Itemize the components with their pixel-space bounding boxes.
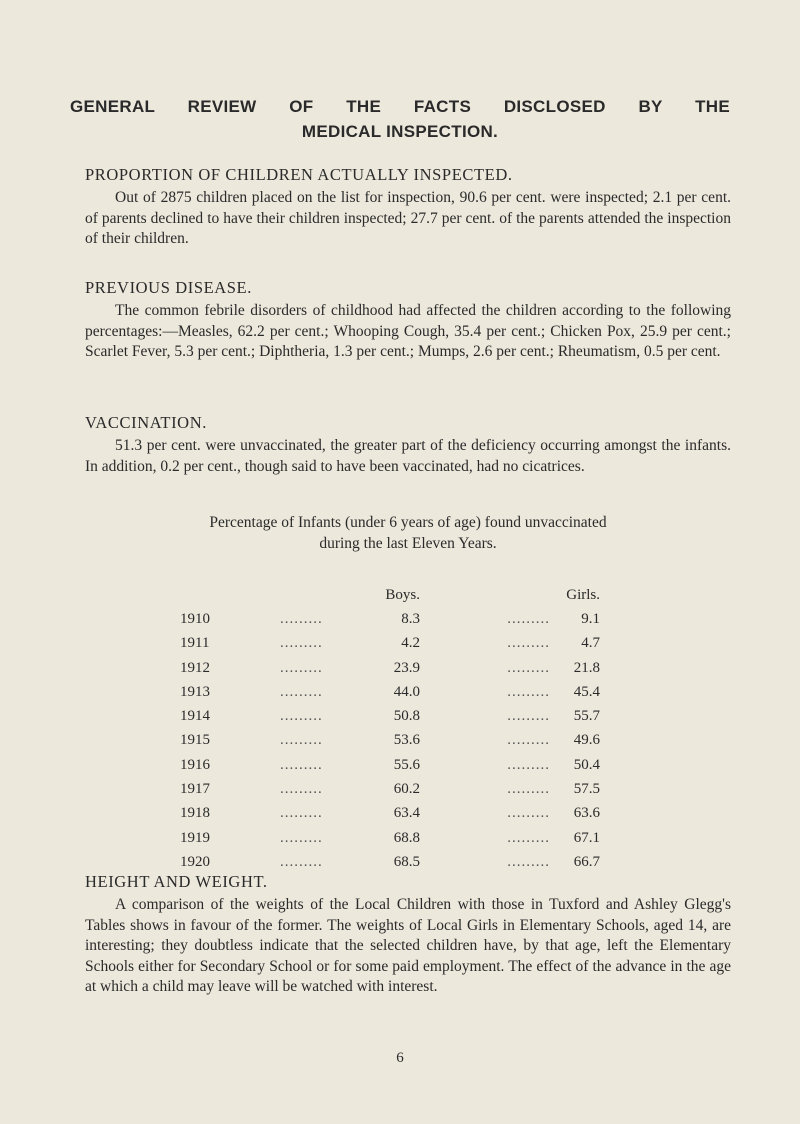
table-row (180, 656, 600, 680)
section-heading-proportion: PROPORTION OF CHILDREN ACTUALLY INSPECTED. (85, 165, 513, 184)
year-cell: 1913 (180, 683, 210, 700)
boys-value-cell: 63.4 (393, 805, 420, 822)
boys-value-cell: 23.9 (393, 659, 420, 676)
title-line-2: MEDICAL INSPECTION. (301, 122, 499, 141)
leader-dots: ......... (280, 829, 323, 846)
girls-value-cell: 9.1 (581, 610, 600, 627)
leader-dots: ......... (280, 610, 323, 627)
leader-dots: ......... (280, 756, 323, 773)
table-row (180, 826, 600, 850)
section-paragraph-previous-disease: The common febrile disorders of childhood had affected the children according to the following percentages:—Measles, 62.2 per cent.; Whooping Cough, 35.4 per cent.; Chicken Pox, 25.9 per cent.; Scarlet Fever, 5.3 per cent.; Diphtheria, 1.3 per cent.; Mumps, 2.6 per cent.; Rheumatism, 0.5 per cent. (85, 302, 731, 360)
section-heading-previous-disease: PREVIOUS DISEASE. (85, 278, 252, 297)
table-row (180, 729, 600, 753)
table-row (180, 704, 600, 728)
page-number: 6 (396, 1050, 404, 1066)
girls-value-cell: 67.1 (573, 829, 600, 846)
table-row (180, 777, 600, 801)
leader-dots: ......... (280, 781, 323, 798)
year-cell: 1910 (180, 610, 210, 627)
table-body (180, 607, 600, 874)
leader-dots: ......... (507, 708, 550, 725)
table-row (180, 607, 600, 631)
girls-value-cell: 63.6 (573, 805, 600, 822)
girls-value-cell: 4.7 (581, 635, 600, 652)
leader-dots: ......... (280, 635, 323, 652)
leader-dots: ......... (507, 853, 550, 870)
leader-dots: ......... (507, 635, 550, 652)
leader-dots: ......... (507, 610, 550, 627)
leader-dots: ......... (280, 659, 323, 676)
girls-value-cell: 50.4 (573, 756, 600, 773)
leader-dots: ......... (280, 708, 323, 725)
year-cell: 1919 (180, 829, 210, 846)
table-header-row (180, 583, 600, 607)
unvaccinated-table (180, 583, 600, 875)
girls-value-cell: 66.7 (573, 853, 600, 870)
year-cell: 1911 (180, 635, 210, 652)
leader-dots: ......... (507, 781, 550, 798)
table-row (180, 850, 600, 874)
boys-value-cell: 60.2 (393, 781, 420, 798)
boys-value-cell: 44.0 (393, 683, 420, 700)
section-paragraph-height-weight: A comparison of the weights of the Local Children with those in Tuxford and Ashley Glegg's Tables shows in favour of the former. The weights of Local Girls in Elementary Schools, aged 14, are interesting; they doubtless indicate that the selected children have, by that age, left the Elementary Schools either for Secondary School or for some paid employment. The effect of the advance in the age at which a child may leave will be watched with interest. (85, 896, 731, 995)
table-row (180, 632, 600, 656)
section-paragraph-vaccination: 51.3 per cent. were unvaccinated, the greater part of the deficiency occurring amongst the infants. In addition, 0.2 per cent., though said to have been vaccinated, had no cicatrices. (85, 437, 731, 475)
leader-dots: ......... (507, 805, 550, 822)
leader-dots: ......... (280, 805, 323, 822)
leader-dots: ......... (280, 853, 323, 870)
boys-value-cell: 8.3 (401, 610, 420, 627)
leader-dots: ......... (507, 659, 550, 676)
section-paragraph-proportion: Out of 2875 children placed on the list for inspection, 90.6 per cent. were inspected; 2.1 per cent. of parents declined to have their children inspected; 27.7 per cent. of the parents attended the inspection of their children. (85, 189, 731, 247)
year-cell: 1917 (180, 781, 210, 798)
table-caption-line-1: Percentage of Infants (under 6 years of age) found unvaccinated (209, 514, 607, 531)
leader-dots: ......... (507, 732, 550, 749)
year-cell: 1915 (180, 732, 210, 749)
girls-value-cell: 49.6 (573, 732, 600, 749)
leader-dots: ......... (280, 732, 323, 749)
leader-dots: ......... (507, 683, 550, 700)
boys-value-cell: 68.8 (393, 829, 420, 846)
year-cell: 1916 (180, 756, 210, 773)
year-cell: 1920 (180, 853, 210, 870)
column-header-boys: Boys. (385, 586, 420, 603)
boys-value-cell: 4.2 (401, 635, 420, 652)
year-cell: 1912 (180, 659, 210, 676)
boys-value-cell: 53.6 (393, 732, 420, 749)
boys-value-cell: 50.8 (393, 708, 420, 725)
girls-value-cell: 55.7 (573, 708, 600, 725)
table-row (180, 680, 600, 704)
title-line-1: GENERAL REVIEW OF THE FACTS DISCLOSED BY THE (70, 97, 730, 116)
boys-value-cell: 55.6 (393, 756, 420, 773)
table-row (180, 802, 600, 826)
leader-dots: ......... (507, 829, 550, 846)
girls-value-cell: 21.8 (573, 659, 600, 676)
leader-dots: ......... (280, 683, 323, 700)
table-row (180, 753, 600, 777)
year-cell: 1918 (180, 805, 210, 822)
table-caption (85, 512, 731, 554)
year-cell: 1914 (180, 708, 210, 725)
column-header-girls: Girls. (566, 586, 600, 603)
document-title (70, 94, 730, 144)
section-heading-height-weight: HEIGHT AND WEIGHT. (85, 872, 268, 891)
section-heading-vaccination: VACCINATION. (85, 413, 207, 432)
table-caption-line-2: during the last Eleven Years. (319, 535, 497, 552)
girls-value-cell: 57.5 (573, 781, 600, 798)
girls-value-cell: 45.4 (573, 683, 600, 700)
leader-dots: ......... (507, 756, 550, 773)
boys-value-cell: 68.5 (393, 853, 420, 870)
